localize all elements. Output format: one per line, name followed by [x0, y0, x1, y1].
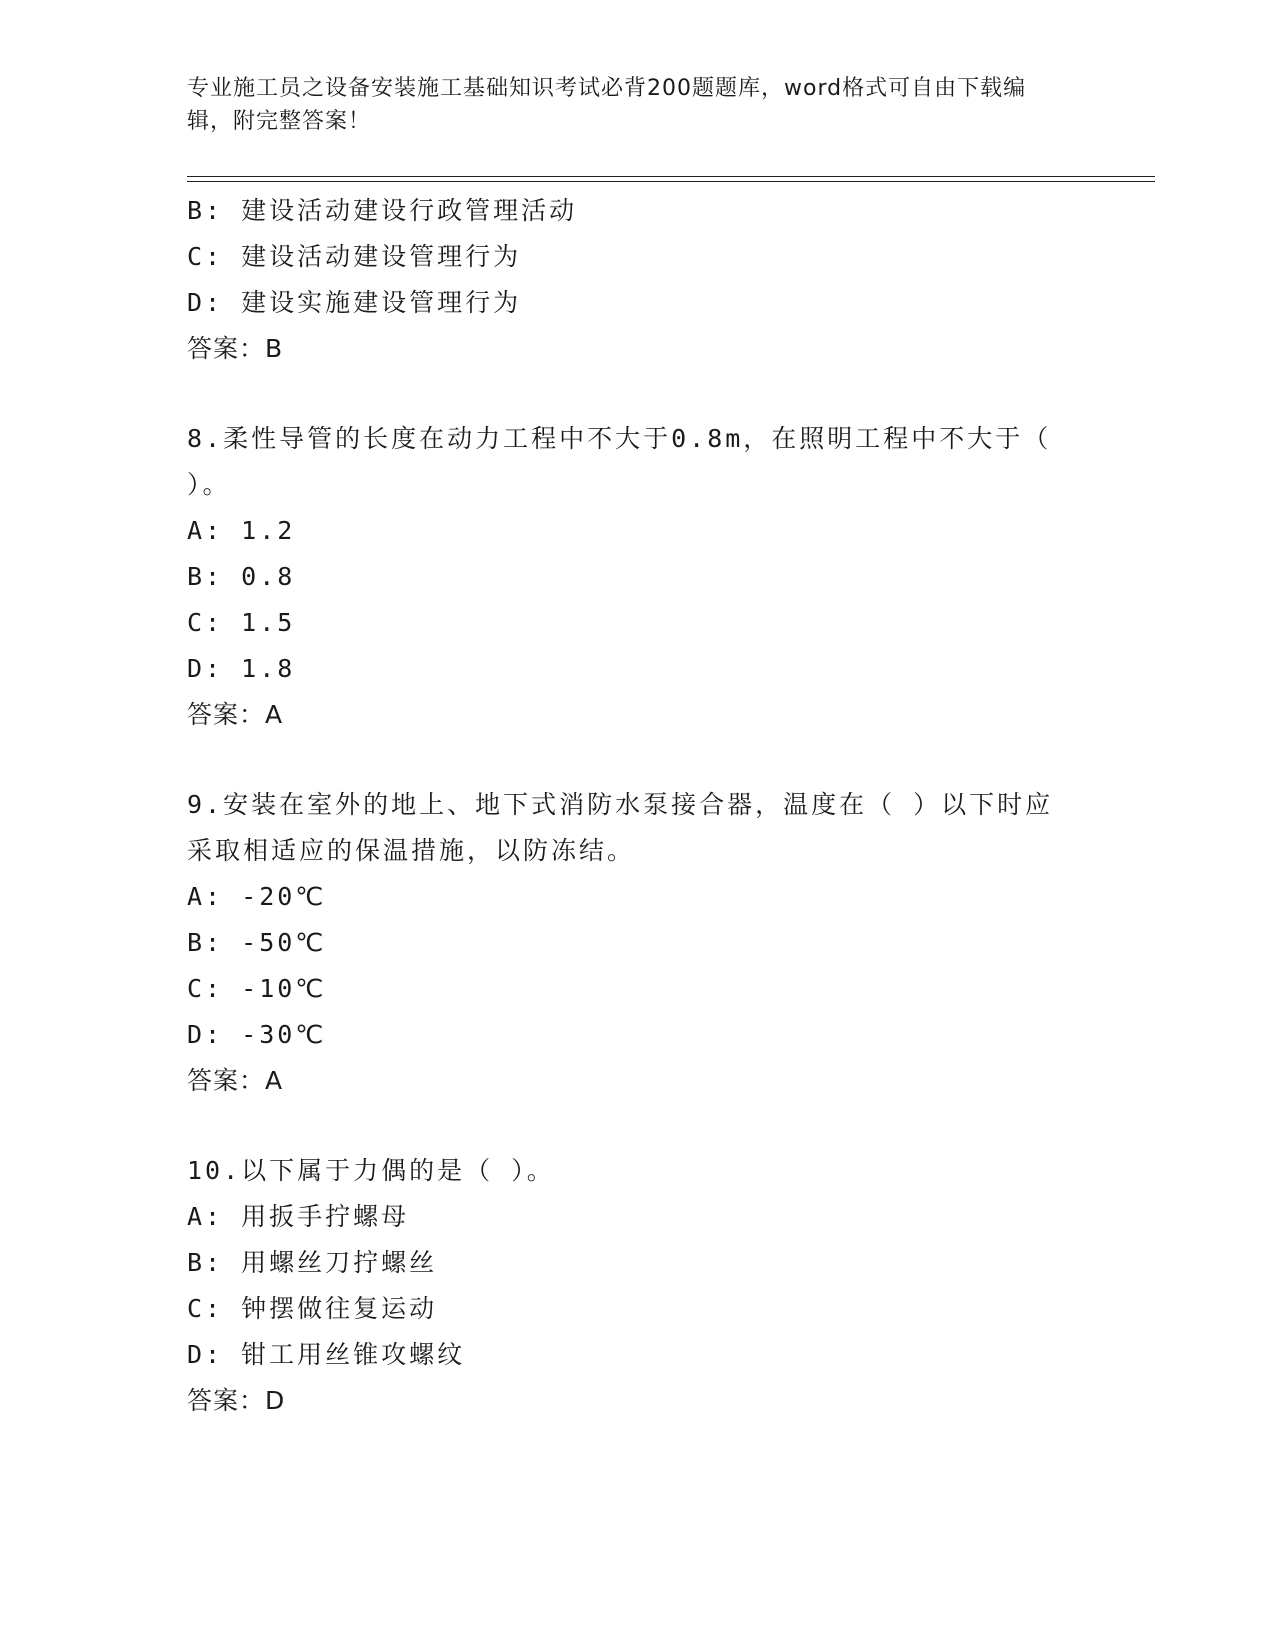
- question-block-partial: [187, 188, 1087, 372]
- option-a: A: -20℃: [187, 882, 327, 911]
- option-c: C: 钟摆做往复运动: [187, 1294, 438, 1323]
- option-b: B: 0.8: [187, 562, 296, 591]
- option-a: A: 1.2: [187, 516, 296, 545]
- question-block-8: [187, 416, 1087, 738]
- option-c: C: 建设活动建设管理行为: [187, 242, 522, 271]
- answer-line: 答案：A: [187, 1066, 284, 1095]
- answer-line: 答案：B: [187, 334, 284, 363]
- option-b: B: 用螺丝刀拧螺丝: [187, 1248, 438, 1277]
- question-content: [187, 188, 1087, 1424]
- answer-line: 答案：A: [187, 700, 284, 729]
- document-header: 专业施工员之设备安装施工基础知识考试必背200题题库，word格式可自由下载编辑，附完整答案！: [187, 76, 1027, 134]
- header-divider-bottom: [187, 181, 1155, 182]
- option-c: C: -10℃: [187, 974, 327, 1003]
- option-d: D: 钳工用丝锥攻螺纹: [187, 1340, 466, 1369]
- option-b: B: -50℃: [187, 928, 327, 957]
- question-text: 10.以下属于力偶的是（ ）。: [187, 1156, 555, 1185]
- option-d: D: -30℃: [187, 1020, 327, 1049]
- question-block-10: [187, 1148, 1087, 1424]
- option-b: B: 建设活动建设行政管理活动: [187, 196, 578, 225]
- answer-line: 答案：D: [187, 1386, 286, 1415]
- question-block-9: [187, 782, 1087, 1104]
- option-d: D: 1.8: [187, 654, 296, 683]
- question-text: 8.柔性导管的长度在动力工程中不大于0.8m，在照明工程中不大于（ ）。: [187, 424, 1052, 499]
- option-d: D: 建设实施建设管理行为: [187, 288, 522, 317]
- question-text: 9.安装在室外的地上、地下式消防水泵接合器，温度在（ ）以下时应采取相适应的保温措施，以防冻结。: [187, 790, 1054, 865]
- option-c: C: 1.5: [187, 608, 296, 637]
- option-a: A: 用扳手拧螺母: [187, 1202, 410, 1231]
- header-divider-top: [187, 176, 1155, 177]
